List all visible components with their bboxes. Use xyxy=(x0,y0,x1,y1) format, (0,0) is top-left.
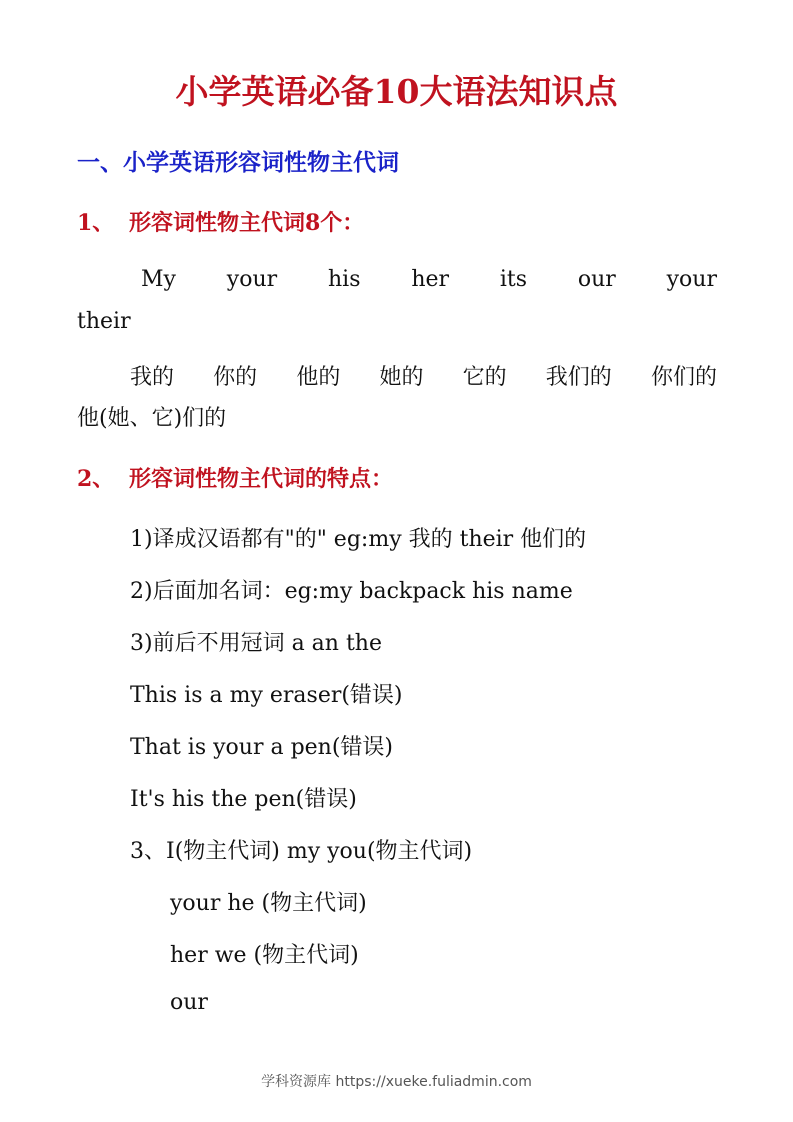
pronoun-en: our xyxy=(577,267,616,292)
page-title: 小学英语必备10大语法知识点 xyxy=(175,72,618,111)
pronoun-zh: 我的 xyxy=(130,365,175,390)
indented-line: your he (物主代词) xyxy=(170,891,367,916)
pronoun-en: your xyxy=(666,267,717,292)
pronoun-en: your xyxy=(226,267,278,292)
pronoun-zh: 我们的 xyxy=(545,365,612,390)
point-line: 2)后面加名词：eg:my backpack his name xyxy=(130,579,573,604)
pronoun-row-chinese xyxy=(77,360,717,391)
subsection-number-1: 1、 xyxy=(77,210,115,236)
pronoun-zh: 它的 xyxy=(462,365,507,390)
section-heading-1: 一、小学英语形容词性物主代词 xyxy=(77,149,399,176)
example-line: It's his the pen(错误) xyxy=(130,787,357,812)
subsection-heading-1 xyxy=(77,206,364,237)
subsection-heading-2 xyxy=(77,462,393,493)
pronoun-zh: 你的 xyxy=(213,365,258,390)
pronoun-en: his xyxy=(327,267,361,292)
page-footer: 学科资源库 https://xueke.fuliadmin.com xyxy=(261,1074,532,1090)
subsection-title-1: 形容词性物主代词8个： xyxy=(129,210,365,236)
indented-line: her we (物主代词) xyxy=(170,943,359,968)
example-line: This is a my eraser(错误) xyxy=(130,683,403,708)
pronoun-zh-wrap: 他(她、它)们的 xyxy=(77,406,227,431)
example-line: That is your a pen(错误) xyxy=(130,735,394,760)
subsection-title-2: 形容词性物主代词的特点： xyxy=(129,466,394,492)
pronoun-zh: 你们的 xyxy=(650,365,717,390)
subsection-number-2: 2、 xyxy=(77,466,115,492)
pronoun-zh: 她的 xyxy=(379,365,424,390)
pronoun-zh: 他的 xyxy=(296,365,341,390)
indented-line: our xyxy=(170,990,208,1015)
pronoun-en: its xyxy=(499,267,528,292)
pronoun-row-english xyxy=(77,267,717,292)
point-line: 3)前后不用冠词 a an the xyxy=(130,631,382,656)
pronoun-en: her xyxy=(411,267,450,292)
pronoun-en: My xyxy=(141,267,176,292)
point-line: 3、I(物主代词) my you(物主代词) xyxy=(130,839,473,864)
point-line: 1)译成汉语都有"的" eg:my 我的 their 他们的 xyxy=(130,527,587,552)
pronoun-en-wrap: their xyxy=(77,309,131,334)
